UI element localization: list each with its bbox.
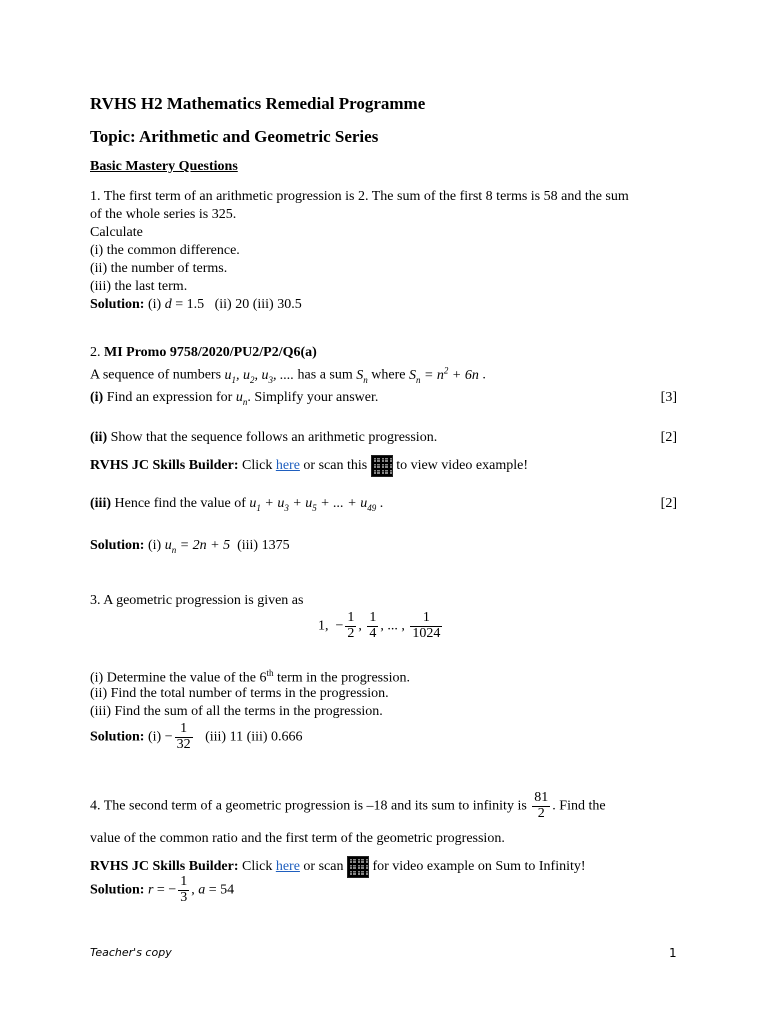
q4-solution: Solution: r = − $\frac{1}{3}$ , a = 54 <box>90 874 235 905</box>
q2-part-ii-marks: [2] <box>660 430 677 445</box>
q2-part-i-marks: [3] <box>660 390 677 405</box>
q3-part-iii: (iii) Find the sum of all the terms in the progression. <box>90 704 383 719</box>
sequence-terms: $u_1$, $u_2$, $u_3$, .... <box>224 367 295 385</box>
q3-solution: Solution: (i) − $\frac{1}{32}$ (iii) 11 (iii) 0.666 <box>90 721 303 752</box>
video-link[interactable]: here <box>275 458 300 474</box>
video-link[interactable]: here <box>275 859 300 875</box>
q4-line1: 4. The second term of a geometric progression is –18 and its sum to infinity is $\frac{81}{2}$ . Find the <box>90 790 606 821</box>
q1-part-ii: (ii) the number of terms. <box>90 261 228 276</box>
q3-intro: 3. A geometric progression is given as <box>90 593 304 608</box>
q1-part-i: (i) the common difference. <box>90 243 240 258</box>
qr-code-icon <box>371 455 393 477</box>
q2-part-i: (i) Find an expression for $u_n$. Simplify your answer. <box>90 390 379 407</box>
q3-progression: 1, − $\frac{1}{2}$ , $\frac{1}{4}$ , ... , $\frac{1}{1024}$ <box>318 610 441 641</box>
q2-intro: A sequence of numbers $u_1$, $u_2$, $u_3$, .... has a sum $S_n$ where $S_n = n^2 + 6n$ . <box>90 365 486 385</box>
q1-line2: of the whole series is 325. <box>90 207 237 222</box>
q2-part-iii: (iii) Hence find the value of $u_1 + u_3 + u_5$ + ... + $u_{49}$ . <box>90 496 384 513</box>
footer-note: Teacher's copy <box>90 946 172 959</box>
q1-line1: 1. The first term of an arithmetic progression is 2. The sum of the first 8 terms is 58 and the sum <box>90 189 629 204</box>
solution-formula: $u_n = 2n + 5$ <box>164 538 231 555</box>
topic-heading: Topic: Arithmetic and Geometric Series <box>90 127 379 146</box>
sum-formula: $S_n = n^2 + 6n$ <box>408 365 479 385</box>
q3-part-ii: (ii) Find the total number of terms in the progression. <box>90 686 389 701</box>
q1-part-iii: (iii) the last term. <box>90 279 188 294</box>
q4-skills-builder: RVHS JC Skills Builder: Click here or scan for video example on Sum to Infinity! <box>90 856 586 878</box>
q2-heading: 2. MI Promo 9758/2020/PU2/P2/Q6(a) <box>90 345 317 360</box>
page-number: 1 <box>669 946 677 960</box>
document-title: RVHS H2 Mathematics Remedial Programme <box>90 94 426 113</box>
q2-skills-builder: RVHS JC Skills Builder: Click here or scan this to view video example! <box>90 455 528 477</box>
section-heading: Basic Mastery Questions <box>90 159 238 174</box>
solution-label: Solution: <box>90 297 145 312</box>
q2-part-ii: (ii) Show that the sequence follows an arithmetic progression. <box>90 430 438 445</box>
q4-line2: value of the common ratio and the first term of the geometric progression. <box>90 831 505 846</box>
q1-solution: Solution: (i) d = 1.5 (ii) 20 (iii) 30.5 <box>90 297 302 312</box>
q2-solution: Solution: (i) $u_n = 2n + 5$ (iii) 1375 <box>90 538 290 555</box>
q1-line3: Calculate <box>90 225 143 240</box>
q3-part-i: (i) Determine the value of the 6th term in the progression. <box>90 668 410 686</box>
qr-code-icon <box>347 856 369 878</box>
q2-part-iii-marks: [2] <box>660 496 677 511</box>
